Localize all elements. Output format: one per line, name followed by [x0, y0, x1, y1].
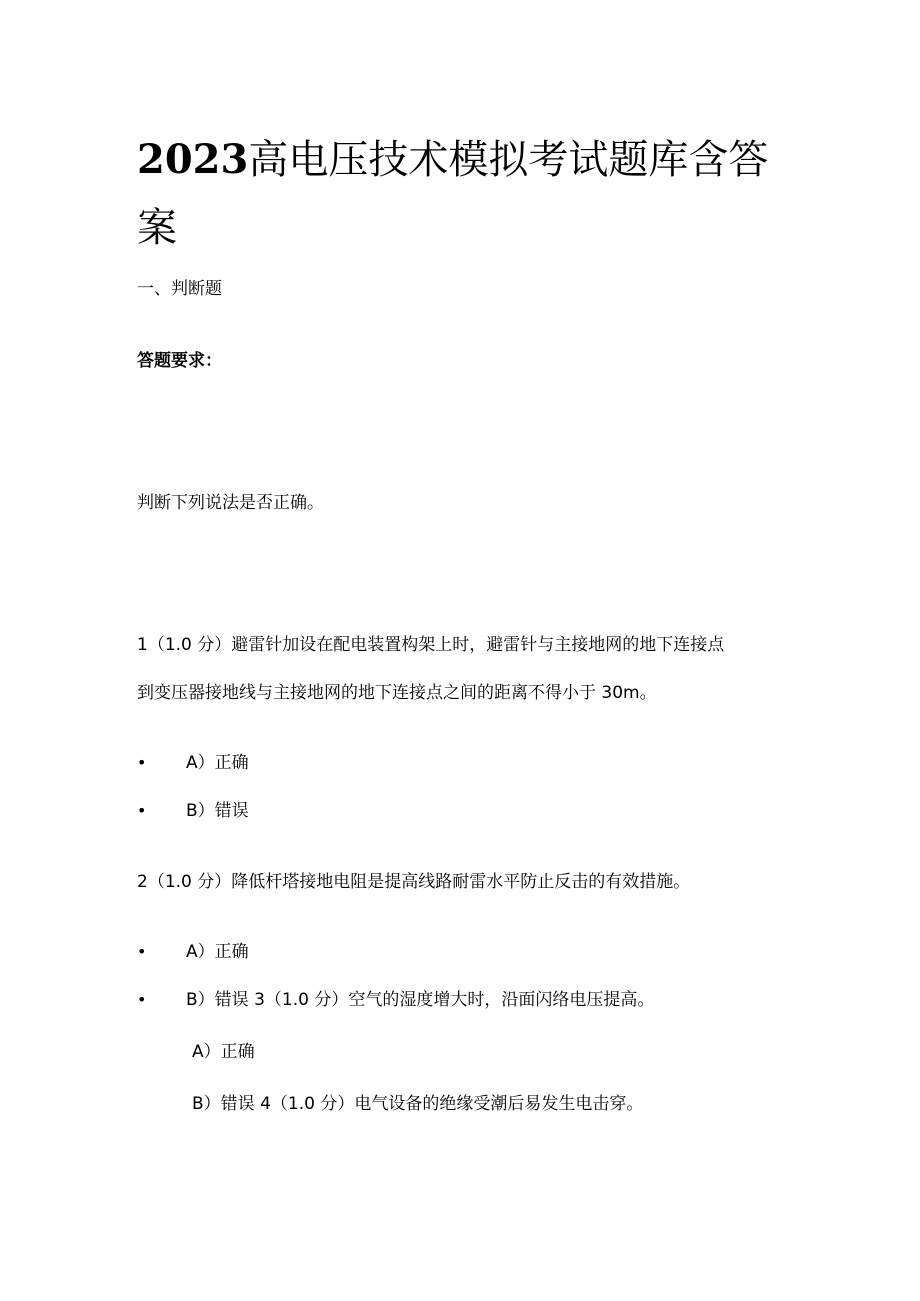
title-number: 2023: [137, 136, 249, 183]
bullet-icon: •: [137, 801, 147, 820]
question-2-option-a: A）正确: [186, 942, 249, 962]
section-heading: 一、判断题: [137, 279, 222, 299]
instruction-text: 判断下列说法是否正确。: [137, 493, 324, 513]
bullet-icon: •: [137, 753, 147, 772]
question-2-text: 2（1.0 分）降低杆塔接地电阻是提高线路耐雷水平防止反击的有效措施。: [137, 872, 691, 892]
question-1-line-1: 1（1.0 分）避雷针加设在配电装置构架上时，避雷针与主接地网的地下连接点: [137, 635, 725, 655]
question-2-option-b-and-question-3: B）错误 3（1.0 分）空气的湿度增大时，沿面闪络电压提高。: [186, 990, 655, 1010]
document-title: [137, 126, 797, 262]
question-1-option-b: B）错误: [186, 801, 249, 821]
question-3-option-a: A）正确: [192, 1042, 255, 1062]
requirement-label: 答题要求：: [137, 351, 222, 371]
bullet-icon: •: [137, 990, 147, 1009]
question-3-option-b-and-question-4: B）错误 4（1.0 分）电气设备的绝缘受潮后易发生电击穿。: [192, 1094, 644, 1114]
question-1-line-2: 到变压器接地线与主接地网的地下连接点之间的距离不得小于 30m。: [137, 683, 657, 703]
title-text: 高电压技术模拟考试题库含答案: [137, 137, 769, 251]
bullet-icon: •: [137, 942, 147, 961]
question-1-option-a: A）正确: [186, 753, 249, 773]
